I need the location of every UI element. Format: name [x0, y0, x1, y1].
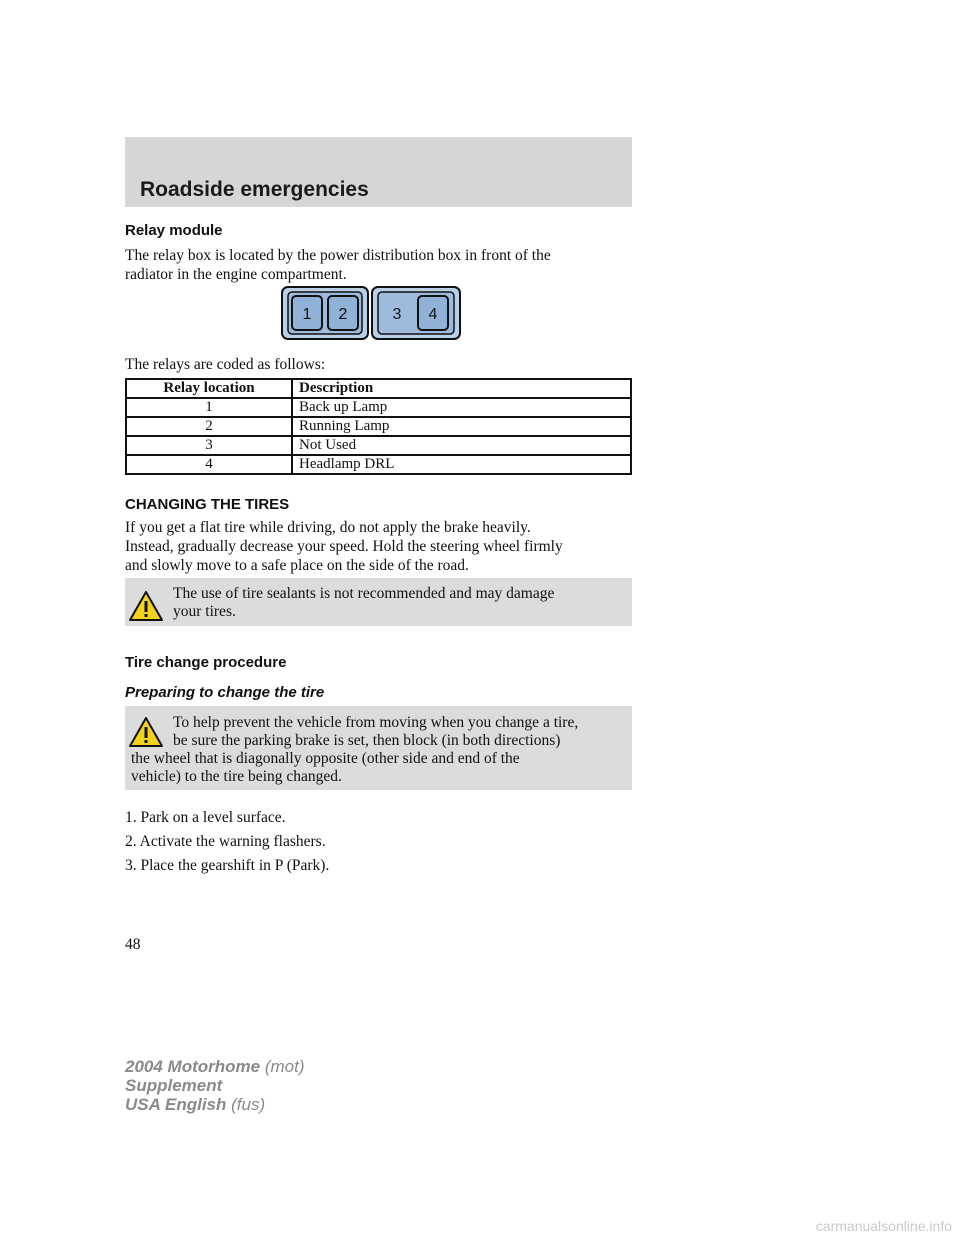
footer-model-code: (mot) — [264, 1057, 305, 1076]
relay-number-1: 1 — [302, 306, 312, 323]
sealant-warning-line1: The use of tire sealants is not recommended and may damage — [173, 585, 555, 602]
table-row — [126, 436, 631, 455]
footer-line2: Supplement — [125, 1076, 223, 1095]
relay-number-4: 4 — [428, 306, 438, 323]
warning-triangle-icon — [128, 716, 164, 748]
parking-warning-line2: be sure the parking brake is set, then block (in both directions) — [173, 732, 561, 749]
section-title: Roadside emergencies — [140, 178, 369, 201]
warning-triangle-icon — [128, 590, 164, 622]
footer-model: 2004 Motorhome — [125, 1057, 261, 1076]
relay-description-cell: Not Used — [292, 436, 631, 455]
procedure-step-2: 2. Activate the warning flashers. — [125, 833, 326, 850]
footer-language: USA English — [125, 1095, 227, 1114]
watermark: carmanualsonline.info — [815, 1218, 952, 1234]
table-row — [126, 398, 631, 417]
parking-warning-line1: To help prevent the vehicle from moving when you change a tire, — [173, 714, 579, 731]
relay-intro-line1: The relay box is located by the power distribution box in front of the — [125, 247, 551, 264]
relay-description-cell: Back up Lamp — [292, 398, 631, 417]
relay-description-cell: Headlamp DRL — [292, 455, 631, 474]
footer-line1 — [125, 1057, 305, 1076]
relay-table-header-location: Relay location — [126, 379, 292, 398]
changing-tires-heading: CHANGING THE TIRES — [125, 496, 290, 513]
parking-warning-line3: the wheel that is diagonally opposite (other side and end of the — [131, 750, 520, 767]
footer-language-code: (fus) — [231, 1095, 266, 1114]
relay-intro-line2: radiator in the engine compartment. — [125, 266, 347, 283]
relay-location-cell: 2 — [126, 417, 292, 436]
relay-coded-text: The relays are coded as follows: — [125, 356, 326, 373]
procedure-heading: Tire change procedure — [125, 654, 287, 671]
procedure-step-3: 3. Place the gearshift in P (Park). — [125, 857, 330, 874]
parking-warning-line4: vehicle) to the tire being changed. — [131, 768, 342, 785]
sealant-warning-line2: your tires. — [173, 603, 236, 620]
relay-table-header-description: Description — [292, 379, 631, 398]
relay-table — [125, 378, 632, 475]
table-row — [126, 455, 631, 474]
relay-location-cell: 4 — [126, 455, 292, 474]
footer-line3 — [125, 1095, 265, 1114]
relay-table-header-row — [126, 379, 631, 398]
procedure-subheading: Preparing to change the tire — [125, 684, 325, 701]
procedure-step-1: 1. Park on a level surface. — [125, 809, 286, 826]
relay-description-cell: Running Lamp — [292, 417, 631, 436]
page-number: 48 — [125, 936, 141, 953]
changing-tires-line2: Instead, gradually decrease your speed. Hold the steering wheel firmly — [125, 538, 563, 555]
relay-number-3: 3 — [392, 306, 402, 323]
changing-tires-line1: If you get a flat tire while driving, do not apply the brake heavily. — [125, 519, 531, 536]
relay-module-heading: Relay module — [125, 222, 223, 239]
relay-location-cell: 1 — [126, 398, 292, 417]
relay-number-2: 2 — [338, 306, 348, 323]
relay-location-cell: 3 — [126, 436, 292, 455]
relay-box-diagram — [281, 286, 461, 340]
changing-tires-line3: and slowly move to a safe place on the side of the road. — [125, 557, 469, 574]
table-row — [126, 417, 631, 436]
